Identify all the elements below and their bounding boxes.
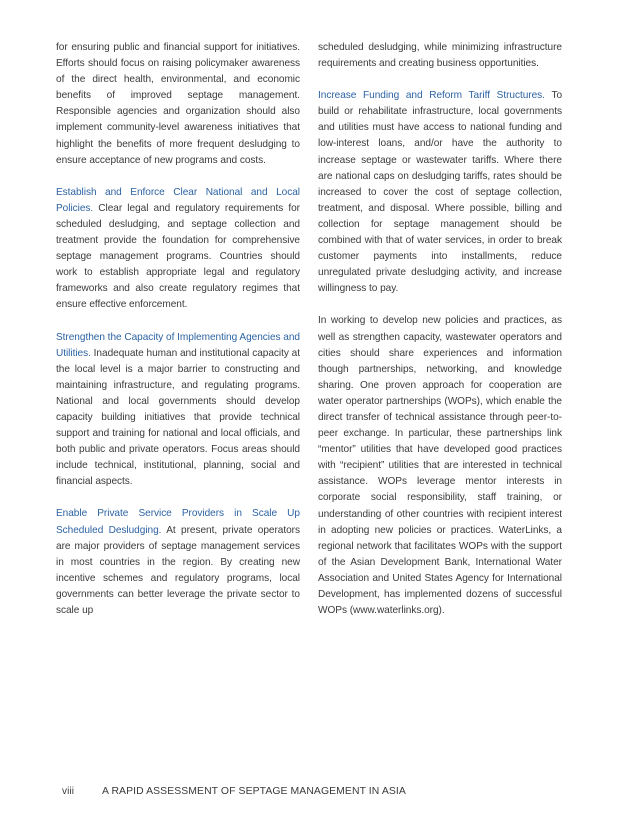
- document-title: A RAPID ASSESSMENT OF SEPTAGE MANAGEMENT IN ASIA: [102, 786, 406, 797]
- section-body-policies: Clear legal and regulatory requirements for scheduled desludging, and septage collection and treatment provide the foundation for comprehensive septage management programs. Countries should work to establish appropriate legal and regulatory frameworks and also create regulatory regimes that ensure effective enforcement.: [56, 202, 300, 311]
- section-heading-capacity: Strengthen the Capacity of Implementing Agencies and Utilities.: [56, 331, 300, 359]
- section-policies: [56, 185, 300, 314]
- section-body-private-providers: At present, private operators are major providers of septage management services in most countries in the region. By creating new incentive schemes and regulatory programs, local governments can better leverage the private sector to scale up: [56, 524, 300, 616]
- section-private-providers: [56, 506, 300, 619]
- right-column: [318, 40, 562, 635]
- section-heading-private-providers: Enable Private Service Providers in Scale Up Scheduled Desludging.: [56, 508, 300, 536]
- section-funding: [318, 88, 562, 297]
- section-capacity: [56, 330, 300, 491]
- page-number: viii: [62, 786, 75, 797]
- paragraph-continuation: scheduled desludging, while minimizing infrastructure requirements and creating business opportunities.: [318, 42, 562, 70]
- paragraph-partnerships: In working to develop new policies and practices, as well as strengthen capacity, wastewater operators and cities should share experiences and information though partnerships, networking, and knowledge sharing. One proven approach for cooperation are water operator partnerships (WOPs), which enable the direct transfer of technical assistance through peer-to-peer exchange. In particular, these partnerships link “mentor” utilities that have developed good practices with “recipient” utilities that are interested in technical assistance. WOPs leverage mentor interests in corporate social responsibility, staff training, or understanding of other countries with recipient interest in adopting new policies or practices. WaterLinks, a regional network that facilitates WOPs with the support of the Asian Development Bank, International Water Association and United States Agency for International Development, has implemented dozens of successful WOPs (www.waterlinks.org).: [318, 315, 562, 617]
- page-footer: [62, 786, 406, 797]
- section-heading-funding: Increase Funding and Reform Tariff Structures.: [318, 90, 545, 102]
- paragraph-awareness: for ensuring public and financial support for initiatives. Efforts should focus on raising policymaker awareness of the direct health, environmental, and economic benefits of improved septage management. Responsible agencies and organization should also implement community-level awareness initiatives that highlight the benefits of more frequent desludging to ensure acceptance of new programs and costs.: [56, 42, 300, 166]
- section-body-funding: To build or rehabilitate infrastructure, local governments and utilities must have access to national funding and low-interest loans, and/or have the authority to increase septage or wastewater tariffs. Where there are national caps on desludging tariffs, rates should be increased to cover the cost of septage collection, treatment, and disposal. Where possible, billing and collection for septage management should be combined with that of water services, in order to break customer payments into installments, reduce unregulated private desludging activity, and increase willingness to pay.: [318, 90, 563, 295]
- left-column: [56, 40, 300, 635]
- section-heading-policies: Establish and Enforce Clear National and Local Policies.: [56, 186, 300, 214]
- section-body-capacity: Inadequate human and institutional capacity at the local level is a major barrier to constructing and maintaining infrastructure, and regulating programs. National and local governments should develop capacity building initiatives that provide technical support and training for national and local officials, and both public and private operators. Focus areas should include technical, institutional, planning, social and financial aspects.: [56, 347, 300, 488]
